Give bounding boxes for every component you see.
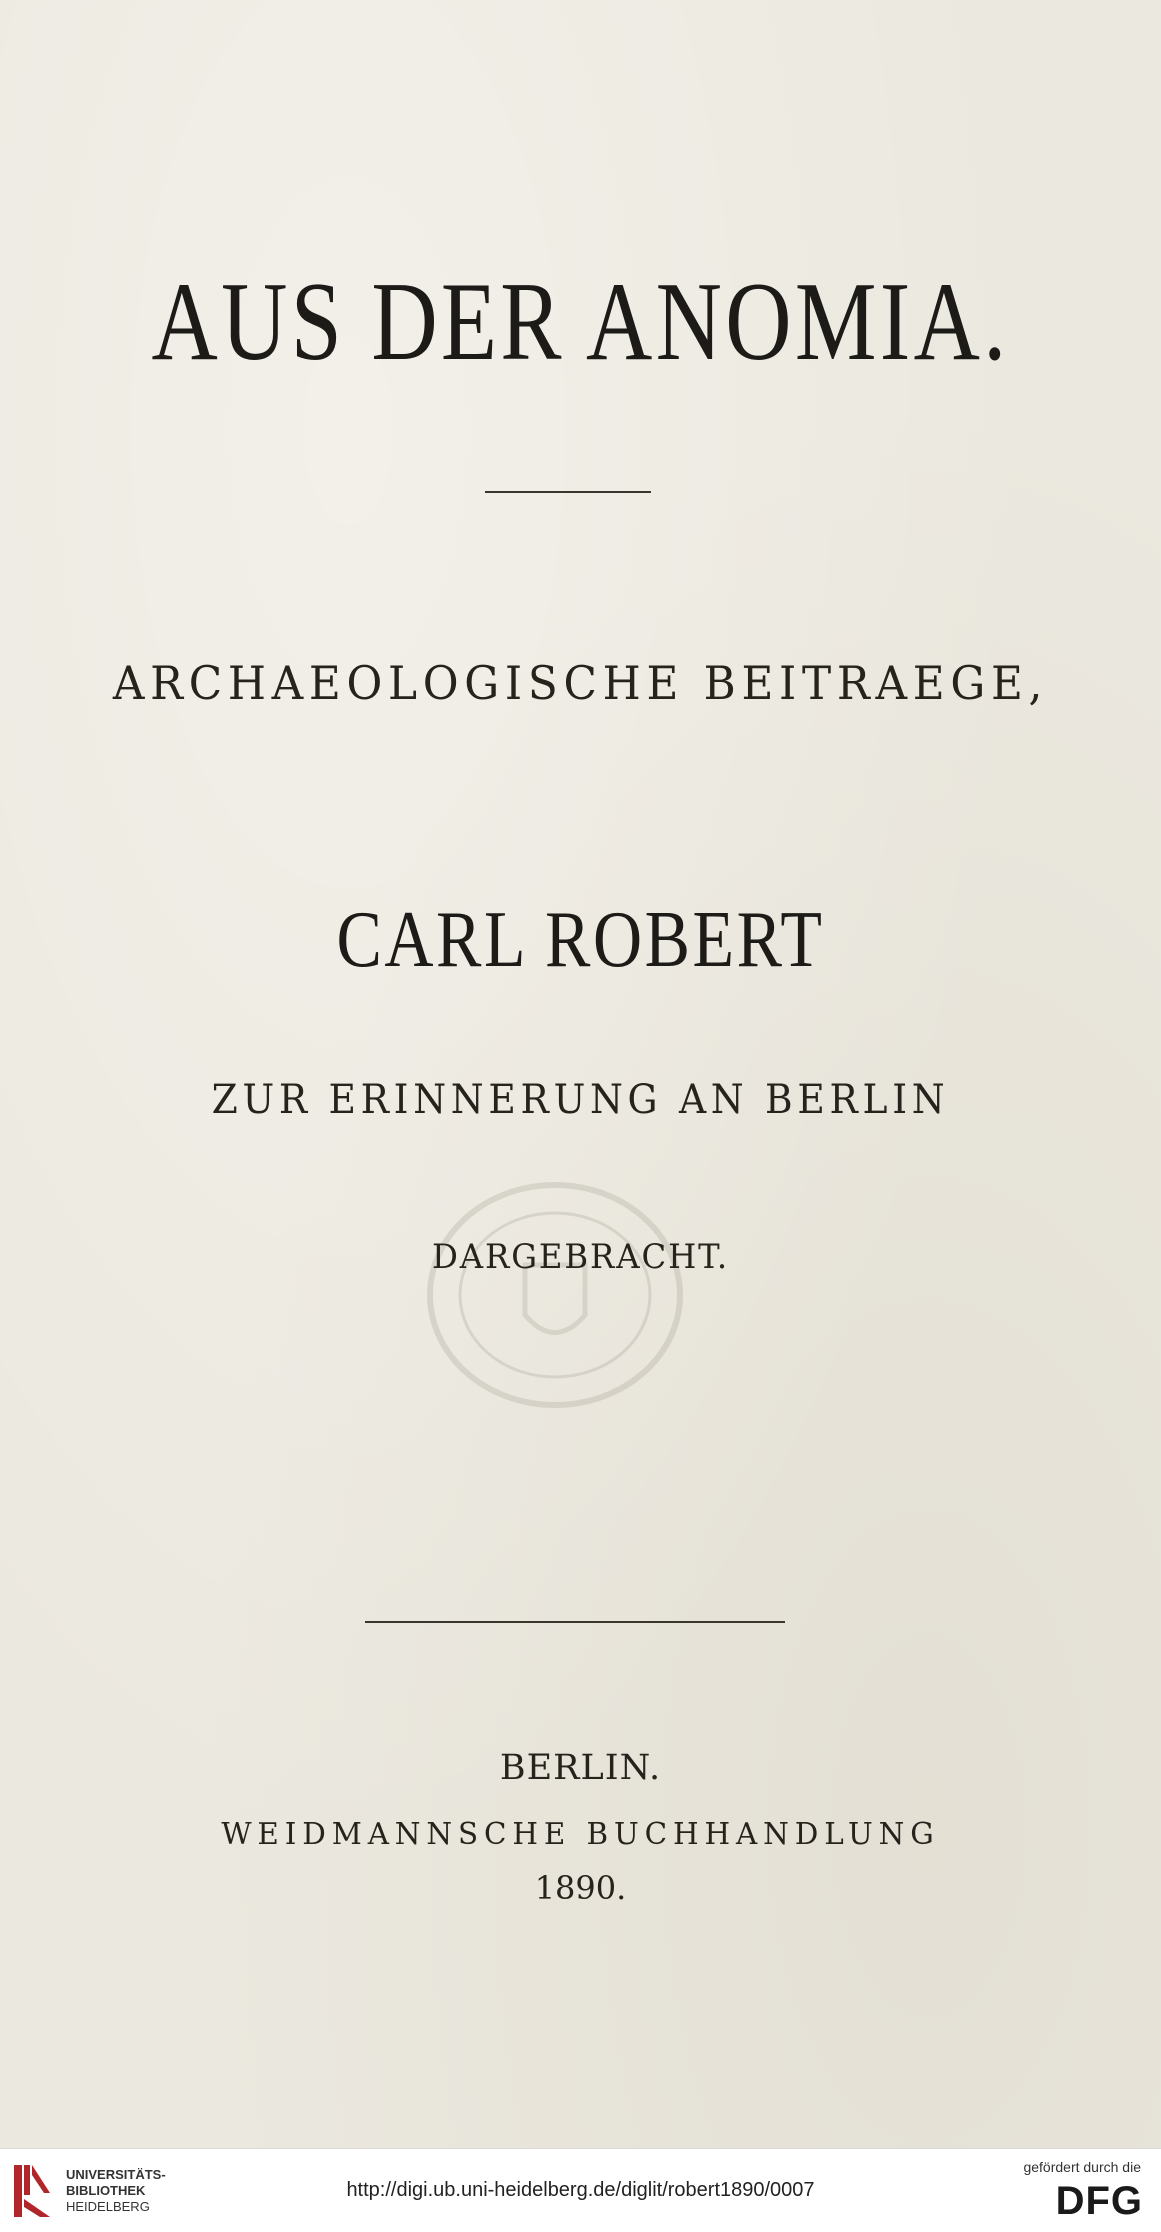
title-rule [485, 491, 651, 493]
book-title: AUS DER ANOMIA. [151, 260, 1010, 384]
book-subtitle: ARCHAEOLOGISCHE BEITRAEGE, [112, 656, 1049, 710]
permalink-url[interactable]: http://digi.ub.uni-heidelberg.de/diglit/robert1890/0007 [346, 2179, 815, 2201]
publication-year: 1890. [534, 1869, 627, 1907]
publisher-name: WEIDMANNSCHE BUCHHANDLUNG [221, 1817, 940, 1852]
funding-caption: gefördert durch die [1023, 2159, 1141, 2175]
dedication-line-2: DARGEBRACHT. [431, 1237, 730, 1277]
author-name: CARL ROBERT [336, 896, 825, 984]
library-stamp [420, 1175, 690, 1415]
library-name-line-1: UNIVERSITÄTS- [66, 2167, 166, 2182]
imprint-rule [365, 1621, 785, 1623]
dfg-logo: DFG [1055, 2179, 1143, 2223]
digitization-footer [0, 2148, 1161, 2232]
library-name-line-3: HEIDELBERG [66, 2199, 150, 2214]
publication-place: BERLIN. [499, 1748, 662, 1788]
library-name-line-2: BIBLIOTHEK [66, 2183, 146, 2198]
dedication-line-1: ZUR ERINNERUNG AN BERLIN [211, 1077, 950, 1123]
